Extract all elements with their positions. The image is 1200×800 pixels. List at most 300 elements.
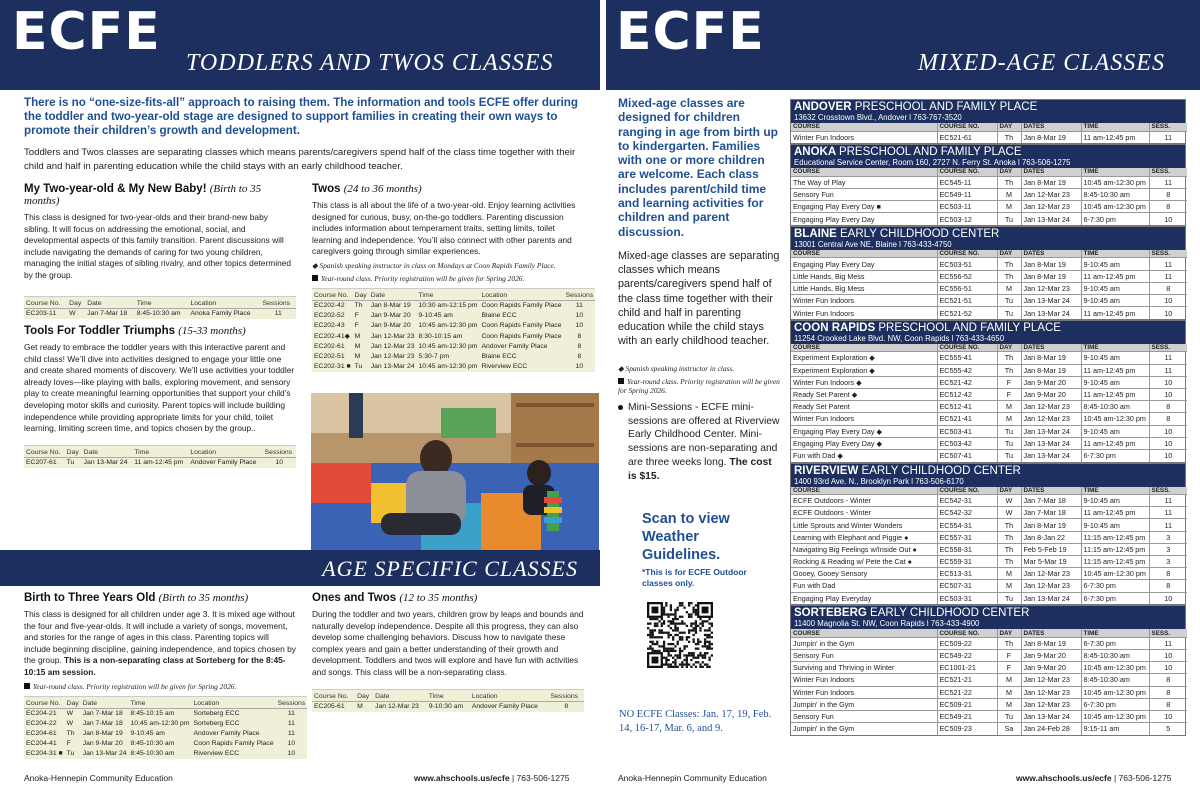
table-cell: Winter Fun Indoors ◆ xyxy=(791,376,937,388)
table-row xyxy=(791,662,1187,674)
table-cell: 11 xyxy=(1149,495,1187,507)
location-header xyxy=(791,606,1185,629)
table-cell: Th xyxy=(66,730,75,738)
table-cell: Gooey, Gooey Sensory xyxy=(791,568,937,580)
location-type: EARLY CHILDHOOD CENTER xyxy=(840,227,1000,240)
location-type: PRESCHOOL AND FAMILY PLACE xyxy=(878,321,1061,334)
table-row xyxy=(312,300,595,311)
column-header: Day xyxy=(355,689,373,701)
location-address: 13632 Crosstown Blvd., Andover l 763-767-3520 xyxy=(794,113,962,122)
location-name: ANDOVER xyxy=(794,101,852,113)
table-cell: Th xyxy=(997,364,1021,376)
column-header: Course No. xyxy=(24,445,65,457)
table-cell: 5:30-7 pm xyxy=(418,353,450,361)
location-section xyxy=(790,226,1186,320)
table-cell: EC521-41 xyxy=(937,413,997,425)
footer-org-left: Anoka-Hennepin Community Education xyxy=(24,773,173,783)
column-header: DATES xyxy=(1021,487,1081,495)
table-cell: 10 xyxy=(575,363,584,371)
section-title: My Two-year-old & My New Baby! (Birth to 35 months) xyxy=(24,183,262,207)
table-cell: Fun with Dad ◆ xyxy=(791,449,937,461)
section-title: Birth to Three Years Old (Birth to 35 months) xyxy=(24,592,249,604)
table-cell: Winter Fun Indoors xyxy=(791,307,937,319)
column-header: DAY xyxy=(997,344,1021,352)
column-header: COURSE NO. xyxy=(937,168,997,176)
schedule-table xyxy=(791,250,1187,319)
table-row xyxy=(791,568,1187,580)
location-address: 11254 Crooked Lake Blvd. NW, Coon Rapids l 763-433-4650 xyxy=(794,333,1005,343)
table-cell: 11 xyxy=(575,302,583,310)
column-header: Time xyxy=(132,445,188,457)
table-cell: Blaine ECC xyxy=(481,312,517,320)
footer-contact-left: www.ahschools.us/ecfe | 763-506-1275 xyxy=(414,773,570,783)
table-cell: The Way of Play xyxy=(791,176,937,188)
table-cell: EC521-22 xyxy=(937,686,997,698)
table-cell: Jan 12-Mar 23 xyxy=(370,353,415,361)
table-cell: Engaging Play Every Day xyxy=(791,213,937,225)
table-cell: Jan 9-Mar 20 xyxy=(370,322,411,330)
table-cell: 11 am-12:45 pm xyxy=(1081,364,1149,376)
table-cell: Th xyxy=(997,637,1021,649)
table-row xyxy=(791,686,1187,698)
schedule-table xyxy=(791,487,1187,605)
section-title: Twos (24 to 36 months) xyxy=(312,183,422,195)
column-header: Location xyxy=(188,445,262,457)
location-section xyxy=(790,463,1186,606)
table-cell: Th xyxy=(997,352,1021,364)
column-header: Sessions xyxy=(548,689,584,701)
brand-logo-left: ECFE xyxy=(12,2,161,62)
table-cell: 11 xyxy=(274,310,282,318)
location-name: BLAINE xyxy=(794,227,837,240)
table-cell: W xyxy=(66,710,74,718)
table-row xyxy=(791,449,1187,461)
spanish-note: ◆ Spanish speaking instructor in class. xyxy=(618,364,735,374)
table-row xyxy=(312,342,595,352)
section-desc: This class is all about the life of a two-year-old. Enjoy learning activities designed for curious, busy, on-the-go toddlers. Parenting discussion includes information about temperament traits, setting limits, toilet learning and independence. You’ll also connect with other parents and caregivers going through similar experiences. xyxy=(312,200,576,257)
table-cell: Jan 13-Mar 24 xyxy=(1021,592,1081,604)
table-cell: 3 xyxy=(1149,556,1187,568)
column-header: Sessions xyxy=(260,296,296,308)
table-cell: 10 xyxy=(1149,437,1187,449)
table-cell: 11 xyxy=(1149,507,1187,519)
table-cell: 9-10:30 am xyxy=(428,703,464,711)
schedule-table xyxy=(791,629,1187,735)
location-section xyxy=(790,99,1186,144)
column-header: Location xyxy=(470,689,549,701)
table-row xyxy=(791,176,1187,188)
column-header: TIME xyxy=(1081,487,1149,495)
table-cell: Blaine ECC xyxy=(481,353,517,361)
table-cell: 11 xyxy=(287,710,295,718)
table-cell: M xyxy=(997,686,1021,698)
table-cell: EC512-41 xyxy=(937,401,997,413)
column-header: SESS. xyxy=(1149,168,1187,176)
location-name: RIVERVIEW xyxy=(794,464,859,477)
table-cell: 8 xyxy=(1149,580,1187,592)
table-cell: Jan 8-Mar 19 xyxy=(370,302,411,310)
table-cell: 8:30-10:15 am xyxy=(418,332,463,340)
table-cell: F xyxy=(997,662,1021,674)
table-cell: EC507-31 xyxy=(937,580,997,592)
section-twos xyxy=(312,183,594,372)
year-round-note: Year-round class. Priority registration will be given for Spring 2026. xyxy=(618,376,780,396)
location-type: PRESCHOOL AND FAMILY PLACE xyxy=(838,146,1022,159)
table-cell: EC202-41◆ xyxy=(314,333,350,341)
table-cell: EC542-32 xyxy=(937,507,997,519)
table-cell: Jan 12-Mar 23 xyxy=(370,343,415,351)
table-cell: M xyxy=(997,401,1021,413)
year-round-note: Year-round class. Priority registration will be given for Spring 2026. xyxy=(24,682,296,692)
weather-guidelines xyxy=(642,510,762,589)
table-cell: Jan 9-Mar 20 xyxy=(82,740,123,748)
table-cell: M xyxy=(997,188,1021,200)
column-header: DAY xyxy=(997,250,1021,258)
table-cell: 11 am-12:45 pm xyxy=(1081,307,1149,319)
location-address: 13001 Central Ave NE, Blaine l 763-433-4750 xyxy=(794,239,952,249)
table-cell: Jan 13-Mar 24 xyxy=(370,363,415,371)
table-cell: 11 am-12:45 pm xyxy=(1081,270,1149,282)
table-row xyxy=(24,708,307,719)
table-row xyxy=(24,719,307,729)
section-desc: This class is designed for two-year-olds and their brand-new baby sibling. It will focus on addressing the emotional, social, and developmental aspects of this family transition. Parent discussions will include navigating the demands of caring for two young children, managing the initial stages of sibling rivalry, and other topics determined by the group. xyxy=(24,212,292,280)
column-header: Time xyxy=(427,689,470,701)
table-cell: F xyxy=(997,388,1021,400)
section-desc: Get ready to embrace the toddler years with this interactive parent and child class! We’ll dive into activities designed to engage your little one and create shared moments of discovery. We’ll use activities your toddler already loves—like playing with balls, exploring movement, and sensory play to create meaningful learning opportunities that support your child’s developing motor skills and curiosity. Parent topics will include building independence while providing appropriate limits for your child, toilet learning, limiting screen time, and topics chosen by the group.. xyxy=(24,342,295,434)
table-cell: 11 xyxy=(1149,131,1187,143)
course-table xyxy=(24,445,296,468)
table-row xyxy=(791,723,1187,735)
table-cell: EC556-51 xyxy=(937,282,997,294)
column-header: DATES xyxy=(1021,250,1081,258)
table-row xyxy=(24,739,307,749)
table-row xyxy=(791,131,1187,143)
age-specific-band xyxy=(0,550,600,586)
table-cell: Coon Rapids Family Place xyxy=(481,302,562,310)
table-cell: 9-10:45 am xyxy=(130,730,165,738)
location-header xyxy=(791,100,1185,123)
schedule-table xyxy=(791,168,1187,225)
table-cell: F xyxy=(997,649,1021,661)
table-cell: Jumpin' in the Gym xyxy=(791,723,937,735)
table-cell: Jan 12-Mar 23 xyxy=(370,332,415,340)
table-cell: Jumpin' in the Gym xyxy=(791,637,937,649)
table-cell: EC205-61 xyxy=(314,703,345,711)
table-row xyxy=(791,352,1187,364)
course-table xyxy=(24,296,296,319)
column-header: COURSE xyxy=(791,250,937,258)
table-cell: 8 xyxy=(1149,568,1187,580)
table-cell: 8:45-10:30 am xyxy=(1081,188,1149,200)
footer-url-link[interactable]: www.ahschools.us/ecfe xyxy=(414,773,510,783)
table-cell: EC202-52 xyxy=(314,312,345,320)
table-cell: 9-10:45 am xyxy=(1081,495,1149,507)
table-row xyxy=(791,270,1187,282)
table-cell: EC204-41 xyxy=(26,740,57,748)
table-cell: Th xyxy=(997,543,1021,555)
table-cell: 11 am-12:45 pm xyxy=(1081,437,1149,449)
table-cell: Winter Fun Indoors xyxy=(791,413,937,425)
table-cell: Coon Rapids Family Place xyxy=(481,322,562,330)
table-row xyxy=(791,556,1187,568)
section-desc: During the toddler and two years, children grow by leaps and bounds and naturally develop independence. Despite all this progress, they can also develop some challenging behaviors. Discuss how to navigate these complex years and gain a better understanding of their growth and development. Toddlers and twos will explore and have fun with activities and songs. This class will be a non-separating class. xyxy=(312,609,584,677)
location-header xyxy=(791,227,1185,250)
table-cell: 10:45 am-12:30 pm xyxy=(418,363,478,371)
table-cell: 11 xyxy=(1149,637,1187,649)
table-cell: Jan 13-Mar 24 xyxy=(1021,307,1081,319)
mixed-age-schedule xyxy=(790,99,1186,736)
table-cell: Winter Fun Indoors xyxy=(791,131,937,143)
table-cell: Sensory Fun xyxy=(791,649,937,661)
footer-contact-right: www.ahschools.us/ecfe | 763-506-1275 xyxy=(1016,773,1172,783)
table-cell: M xyxy=(997,674,1021,686)
column-header: DAY xyxy=(997,487,1021,495)
table-cell: Winter Fun Indoors xyxy=(791,686,937,698)
location-type: EARLY CHILDHOOD CENTER xyxy=(870,607,1030,620)
table-cell: Navigating Big Feelings w/Inside Out ● xyxy=(791,543,937,555)
table-cell: Jan 7-Mar 18 xyxy=(1021,495,1081,507)
table-cell: Jan 13-Mar 24 xyxy=(1021,213,1081,225)
table-cell: 6-7:30 pm xyxy=(1081,213,1149,225)
table-cell: 11 xyxy=(287,720,295,728)
section-title: Ones and Twos (12 to 35 months) xyxy=(312,592,478,604)
square-icon xyxy=(24,683,30,689)
location-type: PRESCHOOL AND FAMILY PLACE xyxy=(854,101,1038,113)
table-cell: Surviving and Thriving in Winter xyxy=(791,662,937,674)
header-band-left xyxy=(0,0,600,90)
table-row xyxy=(24,729,307,739)
table-cell: Jan 8-Mar 19 xyxy=(1021,519,1081,531)
table-cell: EC556-52 xyxy=(937,270,997,282)
table-cell: Jan 12-Mar 23 xyxy=(1021,674,1081,686)
table-cell: EC204-31 ■ xyxy=(26,750,63,758)
table-row xyxy=(791,213,1187,225)
table-cell: Tu xyxy=(997,592,1021,604)
location-header xyxy=(791,145,1185,168)
table-cell: Tu xyxy=(997,213,1021,225)
table-cell: 3 xyxy=(1149,543,1187,555)
table-cell: M xyxy=(997,580,1021,592)
table-row xyxy=(791,507,1187,519)
age-specific-title: AGE SPECIFIC CLASSES xyxy=(322,556,578,581)
location-section xyxy=(790,605,1186,736)
spanish-note: ◆ Spanish speaking instructor in class on Mondays at Coon Rapids Family Place. xyxy=(312,260,556,270)
table-cell: Little Hands, Big Mess xyxy=(791,282,937,294)
table-cell: Little Sprouts and Winter Wonders xyxy=(791,519,937,531)
table-row xyxy=(791,531,1187,543)
table-cell: ECFE Outdoors - Winter xyxy=(791,495,937,507)
table-cell: EC557-31 xyxy=(937,531,997,543)
table-cell: Jan 13-Mar 24 xyxy=(1021,449,1081,461)
table-row xyxy=(791,674,1187,686)
location-address: Educational Service Center, Room 160, 2727 N. Ferry St. Anoka l 763-506-1275 xyxy=(794,158,1071,168)
table-cell: ECFE Outdoors - Winter xyxy=(791,507,937,519)
table-cell: 11 am-12:45 pm xyxy=(1081,131,1149,143)
table-cell: EC503-51 xyxy=(937,258,997,270)
table-cell: 11 xyxy=(1149,270,1187,282)
table-cell: 10 xyxy=(575,322,584,330)
table-cell: Tu xyxy=(997,710,1021,722)
table-cell: EC507-41 xyxy=(937,449,997,461)
table-row xyxy=(791,543,1187,555)
table-cell: EC521-51 xyxy=(937,295,997,307)
table-cell: Jan 12-Mar 23 xyxy=(1021,580,1081,592)
table-cell: EC555-41 xyxy=(937,352,997,364)
table-cell: EC549-22 xyxy=(937,649,997,661)
table-cell: EC512-42 xyxy=(937,388,997,400)
column-header: COURSE xyxy=(791,123,937,131)
table-cell: W xyxy=(997,495,1021,507)
table-cell: Sensory Fun xyxy=(791,188,937,200)
table-cell: EC503-42 xyxy=(937,437,997,449)
table-cell: Jan 12-Mar 23 xyxy=(375,703,419,711)
table-row xyxy=(24,308,296,319)
table-cell: Jan 8-Mar 19 xyxy=(1021,131,1081,143)
table-cell: Jan 12-Mar 23 xyxy=(1021,201,1081,213)
table-cell: 10 xyxy=(287,740,296,748)
table-cell: 11 xyxy=(1149,258,1187,270)
table-cell: EC521-42 xyxy=(937,376,997,388)
year-round-note: Year-round class. Priority registration will be given for Spring 2026. xyxy=(312,274,584,284)
column-header: DATES xyxy=(1021,123,1081,131)
section-birth-three xyxy=(24,592,306,759)
table-cell: Riverview ECC xyxy=(481,363,528,371)
table-row xyxy=(791,388,1187,400)
table-cell: Tu xyxy=(997,295,1021,307)
table-cell: EC202-61 xyxy=(314,343,345,351)
table-cell: M xyxy=(997,568,1021,580)
table-cell: 11 xyxy=(1149,176,1187,188)
footer-url-link[interactable]: www.ahschools.us/ecfe xyxy=(1016,773,1112,783)
table-cell: Ready Set Parent xyxy=(791,401,937,413)
section-toddler xyxy=(24,325,296,468)
schedule-table xyxy=(791,123,1187,143)
page-title-right: MIXED-AGE CLASSES xyxy=(918,50,1165,76)
square-icon xyxy=(312,275,318,281)
location-address: 1400 93rd Ave. N., Brooklyn Park l 763-506-6170 xyxy=(794,476,964,486)
table-row xyxy=(312,331,595,342)
table-cell: EC202-42 xyxy=(314,302,345,310)
table-cell: EC513-31 xyxy=(937,568,997,580)
table-cell: Riverview ECC xyxy=(193,750,240,758)
column-header: DAY xyxy=(997,123,1021,131)
table-cell: Andover Family Place xyxy=(481,343,548,351)
column-header: Date xyxy=(85,296,134,308)
table-cell: EC503-12 xyxy=(937,213,997,225)
table-cell: EC509-22 xyxy=(937,637,997,649)
column-header: COURSE xyxy=(791,487,937,495)
intro-bold-left: There is no “one-size-fits-all” approach to raising them. The information and tools ECFE offer during the toddler and two-year-old stage are designed to support families in creating their own ways to promote their children’s growth and development. xyxy=(24,96,578,137)
table-cell: Jan 7-Mar 18 xyxy=(82,710,123,718)
section-ones-twos xyxy=(312,592,584,712)
table-cell: 10:45 am-12:30 pm xyxy=(1081,413,1149,425)
column-header: SESS. xyxy=(1149,487,1187,495)
table-cell: 10 xyxy=(1149,592,1187,604)
table-cell: EC521-52 xyxy=(937,307,997,319)
table-cell: 8 xyxy=(1149,674,1187,686)
class-photo xyxy=(311,393,599,550)
table-cell: Little Hands, Big Mess xyxy=(791,270,937,282)
table-cell: EC202-51 xyxy=(314,353,345,361)
table-row xyxy=(791,437,1187,449)
table-cell: EC558-31 xyxy=(937,543,997,555)
table-cell: Anoka Family Place xyxy=(190,310,251,318)
table-cell: Jan 9-Mar 20 xyxy=(1021,649,1081,661)
table-cell: Jan 13-Mar 24 xyxy=(1021,425,1081,437)
table-cell: Jan 8-Mar 19 xyxy=(1021,270,1081,282)
qr-code-icon[interactable] xyxy=(647,602,713,694)
section-title: Tools For Toddler Triumphs (15-33 months) xyxy=(24,325,246,337)
table-cell: Engaging Play Every Day xyxy=(791,258,937,270)
table-cell: 11:15 am-12:45 pm xyxy=(1081,556,1149,568)
table-cell: M xyxy=(997,282,1021,294)
table-cell: 8 xyxy=(1149,686,1187,698)
table-cell: 8:45-10:30 am xyxy=(1081,649,1149,661)
table-cell: Jan 13-Mar 24 xyxy=(1021,710,1081,722)
scan-title: Scan to view Weather Guidelines. xyxy=(642,511,730,563)
table-cell: 10 xyxy=(1149,388,1187,400)
table-cell: EC509-21 xyxy=(937,698,997,710)
table-cell: Th xyxy=(997,258,1021,270)
table-row xyxy=(791,649,1187,661)
column-header: Day xyxy=(353,288,369,300)
table-cell: 6-7:30 pm xyxy=(1081,698,1149,710)
table-cell: EC521-21 xyxy=(937,674,997,686)
table-cell: Coon Rapids Family Place xyxy=(481,332,562,340)
column-header: TIME xyxy=(1081,344,1149,352)
table-cell: Jan 24-Feb 28 xyxy=(1021,723,1081,735)
table-row xyxy=(312,362,595,372)
table-cell: EC1001-21 xyxy=(937,662,997,674)
mixed-age-intro xyxy=(618,96,782,484)
column-header: Day xyxy=(65,445,82,457)
column-header: DATES xyxy=(1021,168,1081,176)
table-cell: 10:30 am-12:15 pm xyxy=(418,302,478,310)
column-header: TIME xyxy=(1081,168,1149,176)
column-header: COURSE NO. xyxy=(937,123,997,131)
table-cell: M xyxy=(354,343,361,351)
table-cell: Jan 13-Mar 24 xyxy=(83,459,128,467)
table-cell: Jan 12-Mar 23 xyxy=(1021,188,1081,200)
table-cell: Winter Fun Indoors xyxy=(791,674,937,686)
column-header: Sessions xyxy=(263,445,296,457)
table-cell: Jan 13-Mar 24 xyxy=(1021,437,1081,449)
table-cell: Engaging Play Every Day ◆ xyxy=(791,437,937,449)
table-cell: Tu xyxy=(997,425,1021,437)
table-cell: 10 xyxy=(287,750,296,758)
table-cell: Jan 12-Mar 23 xyxy=(1021,282,1081,294)
column-header: COURSE xyxy=(791,168,937,176)
table-cell: Jan 8-Mar 19 xyxy=(1021,176,1081,188)
table-cell: EC549-11 xyxy=(937,188,997,200)
table-cell: Engaging Play Every Day ■ xyxy=(791,201,937,213)
table-cell: Jan 9-Mar 20 xyxy=(1021,388,1081,400)
table-cell: M xyxy=(997,201,1021,213)
column-header: Location xyxy=(188,296,260,308)
table-cell: EC204-61 xyxy=(26,730,57,738)
table-cell: 11 am-12:45 pm xyxy=(1081,507,1149,519)
table-cell: Coon Rapids Family Place xyxy=(193,740,274,748)
table-cell: 10 xyxy=(1149,295,1187,307)
column-header: Day xyxy=(65,696,81,708)
table-row xyxy=(791,376,1187,388)
mini-sessions: Mini-Sessions - ECFE mini-sessions are offered at Riverview Early Childhood Center. Mini-sessions are non-separating and are three weeks long. The cost is $15. xyxy=(618,401,782,484)
table-cell: Jan 12-Mar 23 xyxy=(1021,568,1081,580)
table-cell: M xyxy=(354,332,361,340)
column-header: Sessions xyxy=(276,696,308,708)
table-cell: 9-10:45 am xyxy=(1081,519,1149,531)
table-cell: Tu xyxy=(997,307,1021,319)
